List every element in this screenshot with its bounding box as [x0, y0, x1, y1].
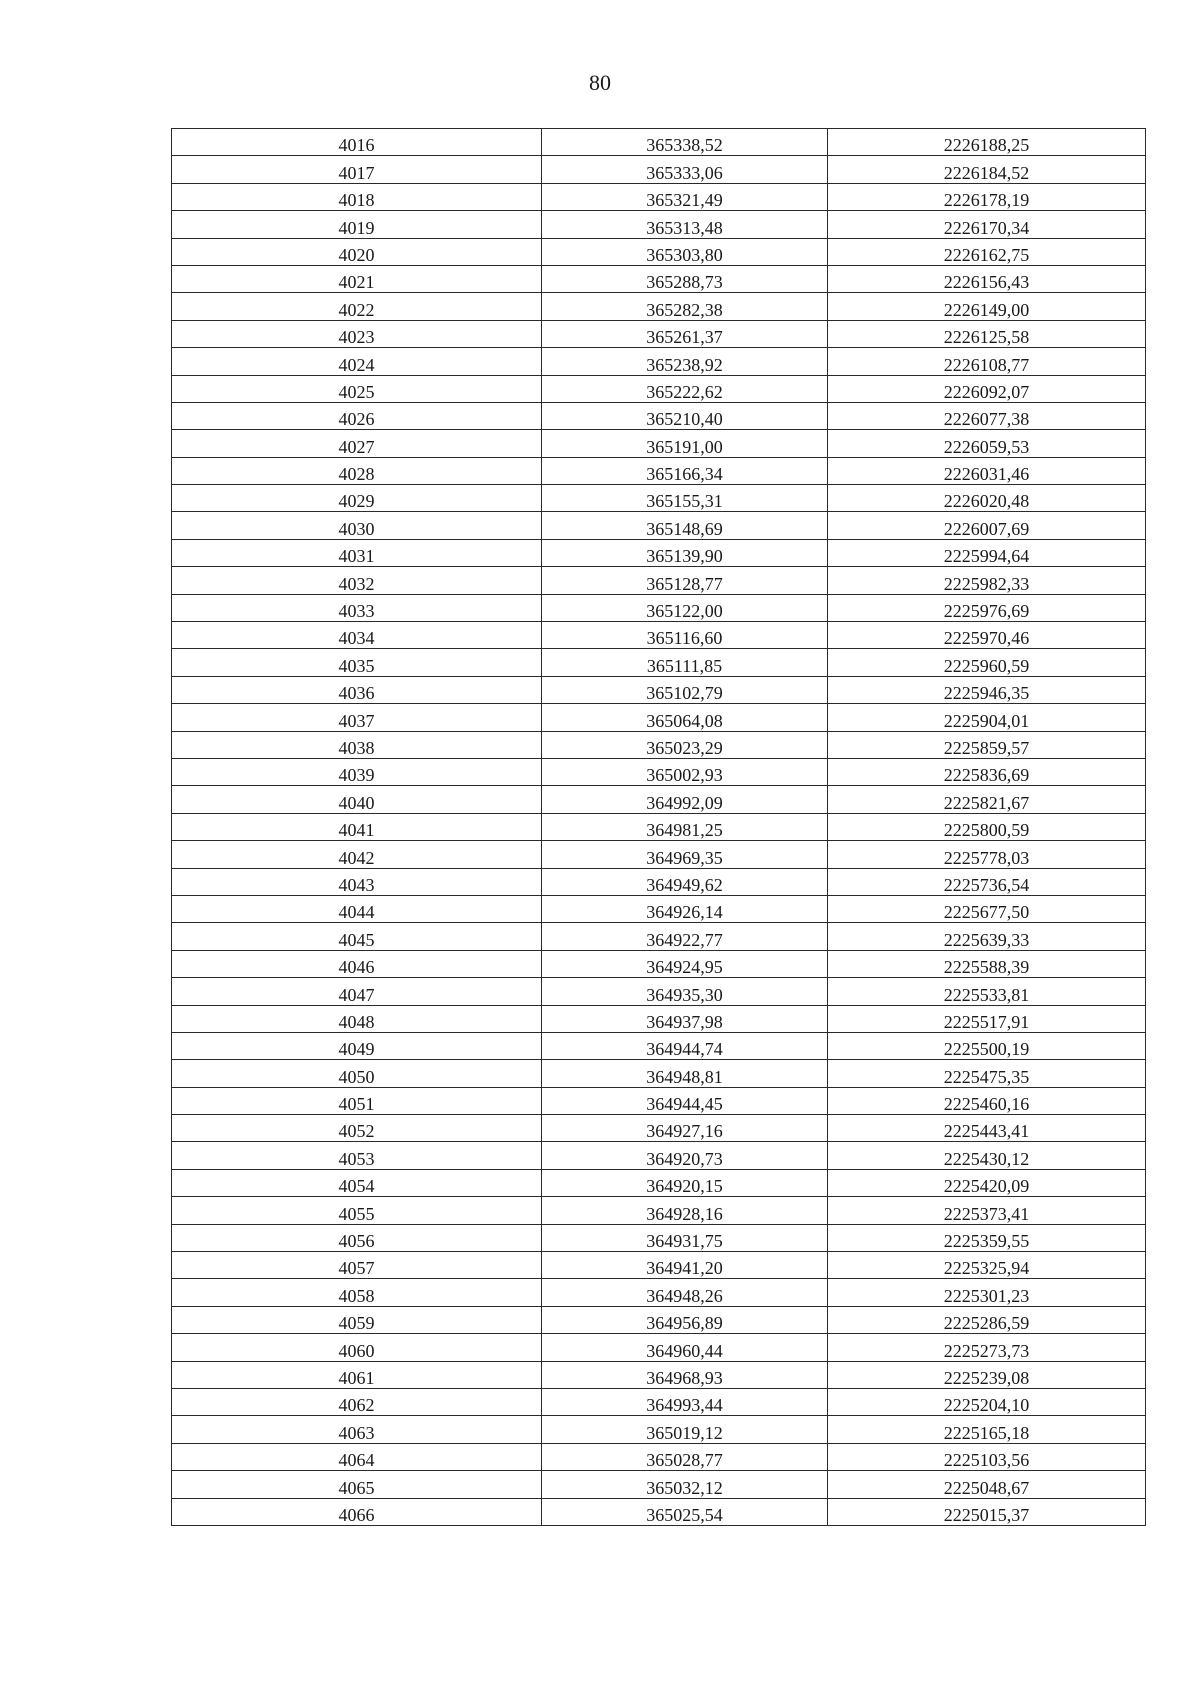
table-row	[172, 1142, 1146, 1169]
table-row	[172, 978, 1146, 1005]
y-coordinate-cell: 2225048,67	[828, 1471, 1146, 1498]
point-number-cell: 4033	[172, 594, 542, 621]
table-row	[172, 649, 1146, 676]
point-number-cell: 4025	[172, 375, 542, 402]
x-coordinate-cell: 364926,14	[542, 895, 828, 922]
y-coordinate-cell: 2225325,94	[828, 1252, 1146, 1279]
table-row	[172, 1361, 1146, 1388]
x-coordinate-cell: 364992,09	[542, 786, 828, 813]
point-number-cell: 4057	[172, 1252, 542, 1279]
table-row	[172, 375, 1146, 402]
x-coordinate-cell: 365122,00	[542, 594, 828, 621]
point-number-cell: 4056	[172, 1224, 542, 1251]
x-coordinate-cell: 365111,85	[542, 649, 828, 676]
table-row	[172, 1471, 1146, 1498]
point-number-cell: 4065	[172, 1471, 542, 1498]
point-number-cell: 4058	[172, 1279, 542, 1306]
x-coordinate-cell: 365023,29	[542, 731, 828, 758]
x-coordinate-cell: 364924,95	[542, 950, 828, 977]
table-row	[172, 430, 1146, 457]
y-coordinate-cell: 2225946,35	[828, 676, 1146, 703]
coordinates-table	[171, 128, 1146, 1526]
point-number-cell: 4030	[172, 512, 542, 539]
table-row	[172, 457, 1146, 484]
table-row	[172, 895, 1146, 922]
page-number: 80	[589, 70, 611, 95]
table-row	[172, 293, 1146, 320]
x-coordinate-cell: 365282,38	[542, 293, 828, 320]
table-row	[172, 1279, 1146, 1306]
y-coordinate-cell: 2225960,59	[828, 649, 1146, 676]
y-coordinate-cell: 2225639,33	[828, 923, 1146, 950]
y-coordinate-cell: 2225736,54	[828, 868, 1146, 895]
y-coordinate-cell: 2225015,37	[828, 1498, 1146, 1525]
y-coordinate-cell: 2225301,23	[828, 1279, 1146, 1306]
y-coordinate-cell: 2225778,03	[828, 841, 1146, 868]
point-number-cell: 4063	[172, 1416, 542, 1443]
x-coordinate-cell: 365102,79	[542, 676, 828, 703]
table-row	[172, 238, 1146, 265]
x-coordinate-cell: 364969,35	[542, 841, 828, 868]
point-number-cell: 4041	[172, 813, 542, 840]
y-coordinate-cell: 2226184,52	[828, 156, 1146, 183]
point-number-cell: 4038	[172, 731, 542, 758]
point-number-cell: 4066	[172, 1498, 542, 1525]
x-coordinate-cell: 364920,73	[542, 1142, 828, 1169]
point-number-cell: 4062	[172, 1388, 542, 1415]
y-coordinate-cell: 2225800,59	[828, 813, 1146, 840]
x-coordinate-cell: 365139,90	[542, 539, 828, 566]
x-coordinate-cell: 365303,80	[542, 238, 828, 265]
point-number-cell: 4024	[172, 348, 542, 375]
table-row	[172, 1416, 1146, 1443]
point-number-cell: 4047	[172, 978, 542, 1005]
x-coordinate-cell: 364993,44	[542, 1388, 828, 1415]
x-coordinate-cell: 364944,74	[542, 1032, 828, 1059]
table-row	[172, 211, 1146, 238]
y-coordinate-cell: 2225500,19	[828, 1032, 1146, 1059]
table-row	[172, 348, 1146, 375]
y-coordinate-cell: 2226125,58	[828, 320, 1146, 347]
table-row	[172, 1498, 1146, 1525]
x-coordinate-cell: 364968,93	[542, 1361, 828, 1388]
table-row	[172, 923, 1146, 950]
x-coordinate-cell: 365288,73	[542, 265, 828, 292]
y-coordinate-cell: 2225982,33	[828, 567, 1146, 594]
point-number-cell: 4054	[172, 1169, 542, 1196]
y-coordinate-cell: 2225677,50	[828, 895, 1146, 922]
y-coordinate-cell: 2226059,53	[828, 430, 1146, 457]
table-row	[172, 320, 1146, 347]
x-coordinate-cell: 364956,89	[542, 1306, 828, 1333]
y-coordinate-cell: 2226188,25	[828, 129, 1146, 156]
point-number-cell: 4019	[172, 211, 542, 238]
y-coordinate-cell: 2225533,81	[828, 978, 1146, 1005]
table-row	[172, 786, 1146, 813]
y-coordinate-cell: 2225165,18	[828, 1416, 1146, 1443]
table-row	[172, 1060, 1146, 1087]
table-row	[172, 758, 1146, 785]
x-coordinate-cell: 364949,62	[542, 868, 828, 895]
y-coordinate-cell: 2225517,91	[828, 1005, 1146, 1032]
x-coordinate-cell: 365155,31	[542, 485, 828, 512]
x-coordinate-cell: 364960,44	[542, 1334, 828, 1361]
point-number-cell: 4027	[172, 430, 542, 457]
x-coordinate-cell: 364928,16	[542, 1197, 828, 1224]
x-coordinate-cell: 365032,12	[542, 1471, 828, 1498]
point-number-cell: 4037	[172, 704, 542, 731]
point-number-cell: 4022	[172, 293, 542, 320]
point-number-cell: 4053	[172, 1142, 542, 1169]
table-row	[172, 704, 1146, 731]
point-number-cell: 4031	[172, 539, 542, 566]
point-number-cell: 4034	[172, 622, 542, 649]
y-coordinate-cell: 2225286,59	[828, 1306, 1146, 1333]
point-number-cell: 4016	[172, 129, 542, 156]
table-row	[172, 567, 1146, 594]
point-number-cell: 4018	[172, 183, 542, 210]
x-coordinate-cell: 365019,12	[542, 1416, 828, 1443]
y-coordinate-cell: 2225836,69	[828, 758, 1146, 785]
y-coordinate-cell: 2226149,00	[828, 293, 1146, 320]
table-row	[172, 622, 1146, 649]
point-number-cell: 4061	[172, 1361, 542, 1388]
point-number-cell: 4064	[172, 1443, 542, 1470]
y-coordinate-cell: 2225373,41	[828, 1197, 1146, 1224]
x-coordinate-cell: 364981,25	[542, 813, 828, 840]
point-number-cell: 4051	[172, 1087, 542, 1114]
point-number-cell: 4045	[172, 923, 542, 950]
point-number-cell: 4060	[172, 1334, 542, 1361]
table-row	[172, 1306, 1146, 1333]
y-coordinate-cell: 2226007,69	[828, 512, 1146, 539]
x-coordinate-cell: 365313,48	[542, 211, 828, 238]
point-number-cell: 4026	[172, 402, 542, 429]
x-coordinate-cell: 365025,54	[542, 1498, 828, 1525]
table-row	[172, 841, 1146, 868]
table-row	[172, 539, 1146, 566]
x-coordinate-cell: 364927,16	[542, 1115, 828, 1142]
table-row	[172, 1388, 1146, 1415]
x-coordinate-cell: 365210,40	[542, 402, 828, 429]
y-coordinate-cell: 2225359,55	[828, 1224, 1146, 1251]
table-row	[172, 813, 1146, 840]
point-number-cell: 4032	[172, 567, 542, 594]
table-row	[172, 485, 1146, 512]
y-coordinate-cell: 2225588,39	[828, 950, 1146, 977]
x-coordinate-cell: 365222,62	[542, 375, 828, 402]
coordinates-table-body	[172, 129, 1146, 1526]
y-coordinate-cell: 2226020,48	[828, 485, 1146, 512]
x-coordinate-cell: 365002,93	[542, 758, 828, 785]
point-number-cell: 4059	[172, 1306, 542, 1333]
y-coordinate-cell: 2225859,57	[828, 731, 1146, 758]
point-number-cell: 4048	[172, 1005, 542, 1032]
point-number-cell: 4023	[172, 320, 542, 347]
point-number-cell: 4036	[172, 676, 542, 703]
table-row	[172, 183, 1146, 210]
point-number-cell: 4052	[172, 1115, 542, 1142]
x-coordinate-cell: 364948,26	[542, 1279, 828, 1306]
x-coordinate-cell: 364937,98	[542, 1005, 828, 1032]
y-coordinate-cell: 2226178,19	[828, 183, 1146, 210]
x-coordinate-cell: 364948,81	[542, 1060, 828, 1087]
y-coordinate-cell: 2225239,08	[828, 1361, 1146, 1388]
table-row	[172, 402, 1146, 429]
table-row	[172, 129, 1146, 156]
table-row	[172, 265, 1146, 292]
point-number-cell: 4035	[172, 649, 542, 676]
y-coordinate-cell: 2225821,67	[828, 786, 1146, 813]
point-number-cell: 4040	[172, 786, 542, 813]
x-coordinate-cell: 365064,08	[542, 704, 828, 731]
y-coordinate-cell: 2226031,46	[828, 457, 1146, 484]
table-row	[172, 1115, 1146, 1142]
x-coordinate-cell: 365028,77	[542, 1443, 828, 1470]
x-coordinate-cell: 365338,52	[542, 129, 828, 156]
y-coordinate-cell: 2226162,75	[828, 238, 1146, 265]
table-row	[172, 1005, 1146, 1032]
y-coordinate-cell: 2226092,07	[828, 375, 1146, 402]
point-number-cell: 4029	[172, 485, 542, 512]
y-coordinate-cell: 2225976,69	[828, 594, 1146, 621]
y-coordinate-cell: 2226156,43	[828, 265, 1146, 292]
x-coordinate-cell: 364944,45	[542, 1087, 828, 1114]
x-coordinate-cell: 365116,60	[542, 622, 828, 649]
x-coordinate-cell: 365148,69	[542, 512, 828, 539]
table-row	[172, 594, 1146, 621]
y-coordinate-cell: 2226108,77	[828, 348, 1146, 375]
x-coordinate-cell: 365128,77	[542, 567, 828, 594]
y-coordinate-cell: 2225430,12	[828, 1142, 1146, 1169]
point-number-cell: 4050	[172, 1060, 542, 1087]
point-number-cell: 4017	[172, 156, 542, 183]
y-coordinate-cell: 2225420,09	[828, 1169, 1146, 1196]
x-coordinate-cell: 365261,37	[542, 320, 828, 347]
point-number-cell: 4021	[172, 265, 542, 292]
point-number-cell: 4028	[172, 457, 542, 484]
table-row	[172, 1252, 1146, 1279]
y-coordinate-cell: 2225970,46	[828, 622, 1146, 649]
table-row	[172, 156, 1146, 183]
x-coordinate-cell: 365166,34	[542, 457, 828, 484]
y-coordinate-cell: 2225103,56	[828, 1443, 1146, 1470]
table-row	[172, 1224, 1146, 1251]
point-number-cell: 4044	[172, 895, 542, 922]
y-coordinate-cell: 2225204,10	[828, 1388, 1146, 1415]
point-number-cell: 4042	[172, 841, 542, 868]
x-coordinate-cell: 365191,00	[542, 430, 828, 457]
point-number-cell: 4049	[172, 1032, 542, 1059]
y-coordinate-cell: 2226077,38	[828, 402, 1146, 429]
y-coordinate-cell: 2226170,34	[828, 211, 1146, 238]
x-coordinate-cell: 364941,20	[542, 1252, 828, 1279]
point-number-cell: 4055	[172, 1197, 542, 1224]
table-row	[172, 1032, 1146, 1059]
x-coordinate-cell: 364922,77	[542, 923, 828, 950]
y-coordinate-cell: 2225994,64	[828, 539, 1146, 566]
x-coordinate-cell: 364920,15	[542, 1169, 828, 1196]
table-row	[172, 1443, 1146, 1470]
y-coordinate-cell: 2225443,41	[828, 1115, 1146, 1142]
table-row	[172, 1169, 1146, 1196]
table-row	[172, 868, 1146, 895]
table-row	[172, 1197, 1146, 1224]
x-coordinate-cell: 364935,30	[542, 978, 828, 1005]
y-coordinate-cell: 2225904,01	[828, 704, 1146, 731]
y-coordinate-cell: 2225475,35	[828, 1060, 1146, 1087]
x-coordinate-cell: 365333,06	[542, 156, 828, 183]
table-row	[172, 676, 1146, 703]
table-row	[172, 1334, 1146, 1361]
y-coordinate-cell: 2225273,73	[828, 1334, 1146, 1361]
point-number-cell: 4046	[172, 950, 542, 977]
x-coordinate-cell: 365321,49	[542, 183, 828, 210]
point-number-cell: 4043	[172, 868, 542, 895]
table-row	[172, 1087, 1146, 1114]
x-coordinate-cell: 364931,75	[542, 1224, 828, 1251]
table-row	[172, 512, 1146, 539]
y-coordinate-cell: 2225460,16	[828, 1087, 1146, 1114]
table-row	[172, 950, 1146, 977]
point-number-cell: 4039	[172, 758, 542, 785]
table-row	[172, 731, 1146, 758]
x-coordinate-cell: 365238,92	[542, 348, 828, 375]
point-number-cell: 4020	[172, 238, 542, 265]
